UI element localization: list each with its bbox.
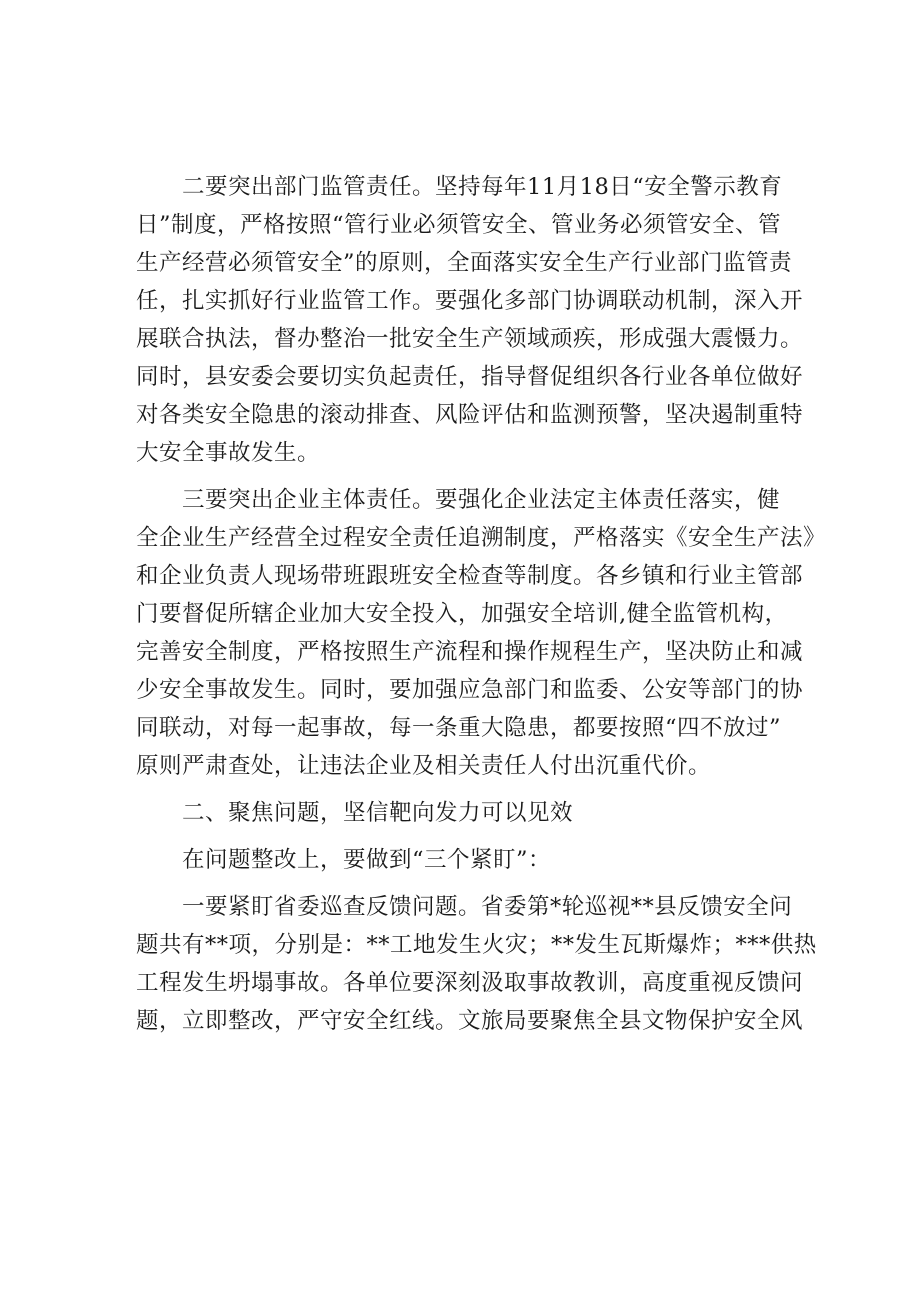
paragraph-spacer — [136, 785, 796, 794]
text-line: 同时，县安委会要切实负起责任，指导督促组织各行业各单位做好 — [136, 364, 804, 390]
paragraph-spacer — [136, 472, 796, 481]
text-line: 和企业负责人现场带班跟班安全检查等制度。各乡镇和行业主管部 — [136, 563, 804, 589]
paragraph-spacer — [136, 879, 796, 888]
text-line: 全企业生产经营全过程安全责任追溯制度，严格落实《安全生产法》 — [136, 525, 827, 551]
paragraph-departmental-responsibility — [136, 168, 804, 472]
text-line: 在问题整改上，要做到“三个紧盯”： — [182, 847, 552, 873]
text-line: 二要突出部门监管责任。坚持每年11月18日“安全警示教育 — [182, 174, 783, 200]
text-line: 门要督促所辖企业加大安全投入，加强安全培训,健全监管机构， — [136, 601, 788, 627]
text-line: 展联合执法，督办整治一批安全生产领域顽疾，形成强大震慑力。 — [136, 326, 804, 352]
section-heading — [136, 794, 796, 832]
text-line: 任，扎实抓好行业监管工作。要强化多部门协调联动机制，深入开 — [136, 288, 804, 314]
paragraph-three-focuses — [136, 841, 796, 879]
text-line: 完善安全制度，严格按照生产流程和操作规程生产，坚决防止和减 — [136, 639, 804, 665]
text-line: 一要紧盯省委巡查反馈问题。省委第*轮巡视**县反馈安全问 — [182, 894, 793, 920]
text-line: 同联动，对每一起事故，每一条重大隐患，都要按照“四不放过” — [136, 715, 782, 741]
heading-text: 二、聚焦问题，坚信靶向发力可以见效 — [182, 800, 574, 826]
text-line: 对各类安全隐患的滚动排查、风险评估和监测预警，坚决遏制重特 — [136, 402, 804, 428]
text-line: 题，立即整改，严守安全红线。文旅局要聚焦全县文物保护安全风 — [136, 1008, 804, 1034]
paragraph-inspection-feedback — [136, 888, 817, 1040]
text-line: 大安全事故发生。 — [136, 440, 321, 466]
text-line: 原则严肃查处，让违法企业及相关责任人付出沉重代价。 — [136, 753, 712, 779]
document-body — [136, 168, 827, 1040]
text-line: 少安全事故发生。同时，要加强应急部门和监委、公安等部门的协 — [136, 677, 804, 703]
text-line: 工程发生坍塌事故。各单位要深刻汲取事故教训，高度重视反馈问 — [136, 970, 804, 996]
paragraph-enterprise-responsibility — [136, 481, 827, 785]
text-line: 三要突出企业主体责任。要强化企业法定主体责任落实，健 — [182, 487, 781, 513]
text-line: 日”制度，严格按照“管行业必须管安全、管业务必须管安全、管 — [136, 212, 782, 238]
text-line: 生产经营必须管安全”的原则，全面落实安全生产行业部门监管责 — [136, 250, 793, 276]
paragraph-spacer — [136, 832, 796, 841]
text-line: 题共有**项，分别是：**工地发生火灾；**发生瓦斯爆炸；***供热 — [136, 932, 817, 958]
